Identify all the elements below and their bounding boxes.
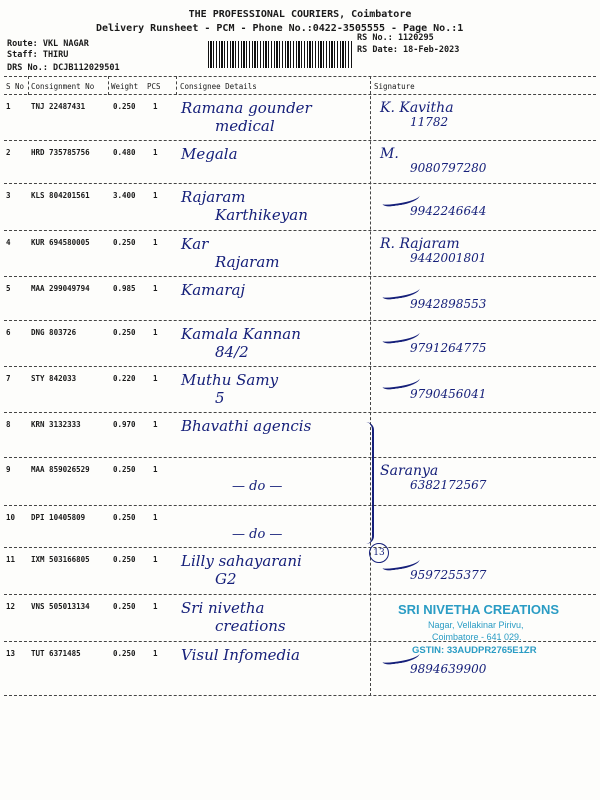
row-separator	[4, 320, 596, 321]
consignee-handwriting: Kamaraj	[181, 281, 246, 299]
stamp-address-2: Coimbatore - 641 029.	[432, 632, 522, 642]
signature-phone: 9442001801	[410, 251, 487, 265]
row-sno: 7	[6, 374, 11, 383]
consignee-handwriting: Rajaram	[181, 188, 246, 206]
row-sno: 2	[6, 148, 11, 157]
row-pcs: 1	[153, 555, 158, 564]
consignee-handwriting: creations	[215, 617, 286, 635]
row-separator	[4, 183, 596, 184]
consignee-handwriting: Bhavathi agencis	[181, 417, 312, 435]
row-sno: 5	[6, 284, 11, 293]
row-consignment-no: TUT 6371485	[31, 649, 81, 658]
signature-name: Saranya	[380, 463, 439, 479]
consignee-handwriting: G2	[215, 570, 237, 588]
row-weight: 0.250	[113, 102, 136, 111]
signature-phone: 11782	[410, 115, 449, 129]
col-sno: S No	[6, 82, 25, 91]
row-pcs: 1	[153, 148, 158, 157]
row-sno: 6	[6, 328, 11, 337]
consignee-handwriting: Rajaram	[215, 253, 280, 271]
consignee-handwriting: medical	[215, 117, 275, 135]
row-separator	[4, 366, 596, 367]
row-consignment-no: HRD 735785756	[31, 148, 90, 157]
row-pcs: 1	[153, 284, 158, 293]
row-sno: 10	[6, 513, 16, 522]
row-sno: 9	[6, 465, 11, 474]
row-separator	[4, 547, 596, 548]
row-weight: 0.480	[113, 148, 136, 157]
consignee-handwriting: Sri nivetha	[181, 599, 265, 617]
staff-label: Staff: THIRU	[7, 50, 69, 60]
col-consignment-no: Consignment No	[31, 82, 95, 91]
circled-annotation: 13	[369, 543, 389, 563]
consignee-handwriting: — do —	[232, 527, 283, 542]
row-sno: 11	[6, 555, 16, 564]
row-weight: 0.250	[113, 555, 136, 564]
row-sno: 8	[6, 420, 11, 429]
row-consignment-no: DPI 10405809	[31, 513, 86, 522]
row-weight: 0.250	[113, 465, 136, 474]
row-separator	[4, 695, 596, 696]
row-weight: 3.400	[113, 191, 136, 200]
consignee-handwriting: 5	[215, 389, 225, 407]
row-pcs: 1	[153, 420, 158, 429]
signature-name: K. Kavitha	[380, 100, 454, 116]
consignee-handwriting: Megala	[181, 145, 238, 163]
col-divider	[176, 76, 177, 95]
signature-phone: 9894639900	[410, 662, 487, 676]
signature-phone: 9791264775	[410, 341, 487, 355]
row-sno: 13	[6, 649, 16, 658]
consignee-handwriting: Visul Infomedia	[181, 646, 300, 664]
row-consignment-no: DNG 803726	[31, 328, 77, 337]
consignee-handwriting: Kamala Kannan	[181, 325, 301, 343]
row-separator	[4, 505, 596, 506]
col-divider	[108, 76, 109, 95]
drs-number: DRS No.: DCJB112029501	[7, 63, 120, 73]
row-consignment-no: MAA 859026529	[31, 465, 90, 474]
row-pcs: 1	[153, 602, 158, 611]
consignee-handwriting: 84/2	[215, 343, 249, 361]
col-pcs: PCS	[147, 82, 161, 91]
row-separator	[4, 276, 596, 277]
document-title: THE PROFESSIONAL COURIERS, Coimbatore	[188, 9, 412, 20]
rs-number: RS No.: 1120295	[357, 33, 434, 43]
row-weight: 0.985	[113, 284, 136, 293]
row-weight: 0.970	[113, 420, 136, 429]
route-label: Route: VKL NAGAR	[7, 39, 89, 49]
row-pcs: 1	[153, 513, 158, 522]
row-pcs: 1	[153, 374, 158, 383]
row-sno: 4	[6, 238, 11, 247]
row-sno: 3	[6, 191, 11, 200]
row-pcs: 1	[153, 238, 158, 247]
signature-phone: 6382172567	[410, 478, 487, 492]
row-consignment-no: KRN 3132333	[31, 420, 81, 429]
row-consignment-no: TNJ 22487431	[31, 102, 86, 111]
row-consignment-no: VNS 505013134	[31, 602, 90, 611]
consignee-handwriting: Lilly sahayarani	[181, 552, 302, 570]
consignee-handwriting: Muthu Samy	[181, 371, 279, 389]
row-weight: 0.250	[113, 238, 136, 247]
row-separator	[4, 230, 596, 231]
stamp-gstin: GSTIN: 33AUDPR2765E1ZR	[412, 645, 537, 656]
signature-name: M.	[380, 146, 399, 162]
col-divider	[370, 76, 371, 696]
signature-phone: 9080797280	[410, 161, 487, 175]
row-pcs: 1	[153, 465, 158, 474]
row-weight: 0.220	[113, 374, 136, 383]
row-pcs: 1	[153, 649, 158, 658]
consignee-handwriting: Karthikeyan	[215, 206, 308, 224]
row-separator	[4, 594, 596, 595]
document-subtitle: Delivery Runsheet - PCM - Phone No.:0422-3505555 - Page No.:1	[96, 23, 464, 34]
row-sno: 1	[6, 102, 11, 111]
consignee-handwriting: Ramana gounder	[181, 99, 312, 117]
row-pcs: 1	[153, 102, 158, 111]
row-pcs: 1	[153, 191, 158, 200]
row-sno: 12	[6, 602, 16, 611]
stamp-name: SRI NIVETHA CREATIONS	[398, 602, 560, 617]
row-consignment-no: KLS 804201561	[31, 191, 90, 200]
row-weight: 0.250	[113, 328, 136, 337]
row-weight: 0.250	[113, 602, 136, 611]
row-pcs: 1	[153, 328, 158, 337]
signature-phone: 9597255377	[410, 568, 487, 582]
row-separator	[4, 412, 596, 413]
row-separator	[4, 457, 596, 458]
row-consignment-no: MAA 299049794	[31, 284, 90, 293]
barcode	[208, 41, 352, 68]
consignee-handwriting: — do —	[232, 479, 283, 494]
bracket-mark	[366, 422, 374, 544]
col-divider	[28, 76, 29, 95]
consignee-handwriting: Kar	[181, 235, 209, 253]
col-consignee-details: Consignee Details	[180, 82, 257, 91]
signature-phone: 9790456041	[410, 387, 487, 401]
header-bottom-rule	[4, 94, 596, 95]
stamp-address-1: Nagar, Vellakinar Pirivu,	[428, 620, 524, 630]
row-consignment-no: KUR 694580005	[31, 238, 90, 247]
header-top-rule	[4, 76, 596, 77]
col-signature: Signature	[374, 82, 415, 91]
row-weight: 0.250	[113, 513, 136, 522]
row-consignment-no: IXM 503166805	[31, 555, 90, 564]
signature-name: R. Rajaram	[380, 236, 460, 252]
rs-date: RS Date: 18-Feb-2023	[357, 45, 460, 55]
signature-phone: 9942898553	[410, 297, 487, 311]
row-separator	[4, 140, 596, 141]
col-weight: Weight	[111, 82, 139, 91]
row-consignment-no: STY 842033	[31, 374, 77, 383]
signature-phone: 9942246644	[410, 204, 487, 218]
row-weight: 0.250	[113, 649, 136, 658]
